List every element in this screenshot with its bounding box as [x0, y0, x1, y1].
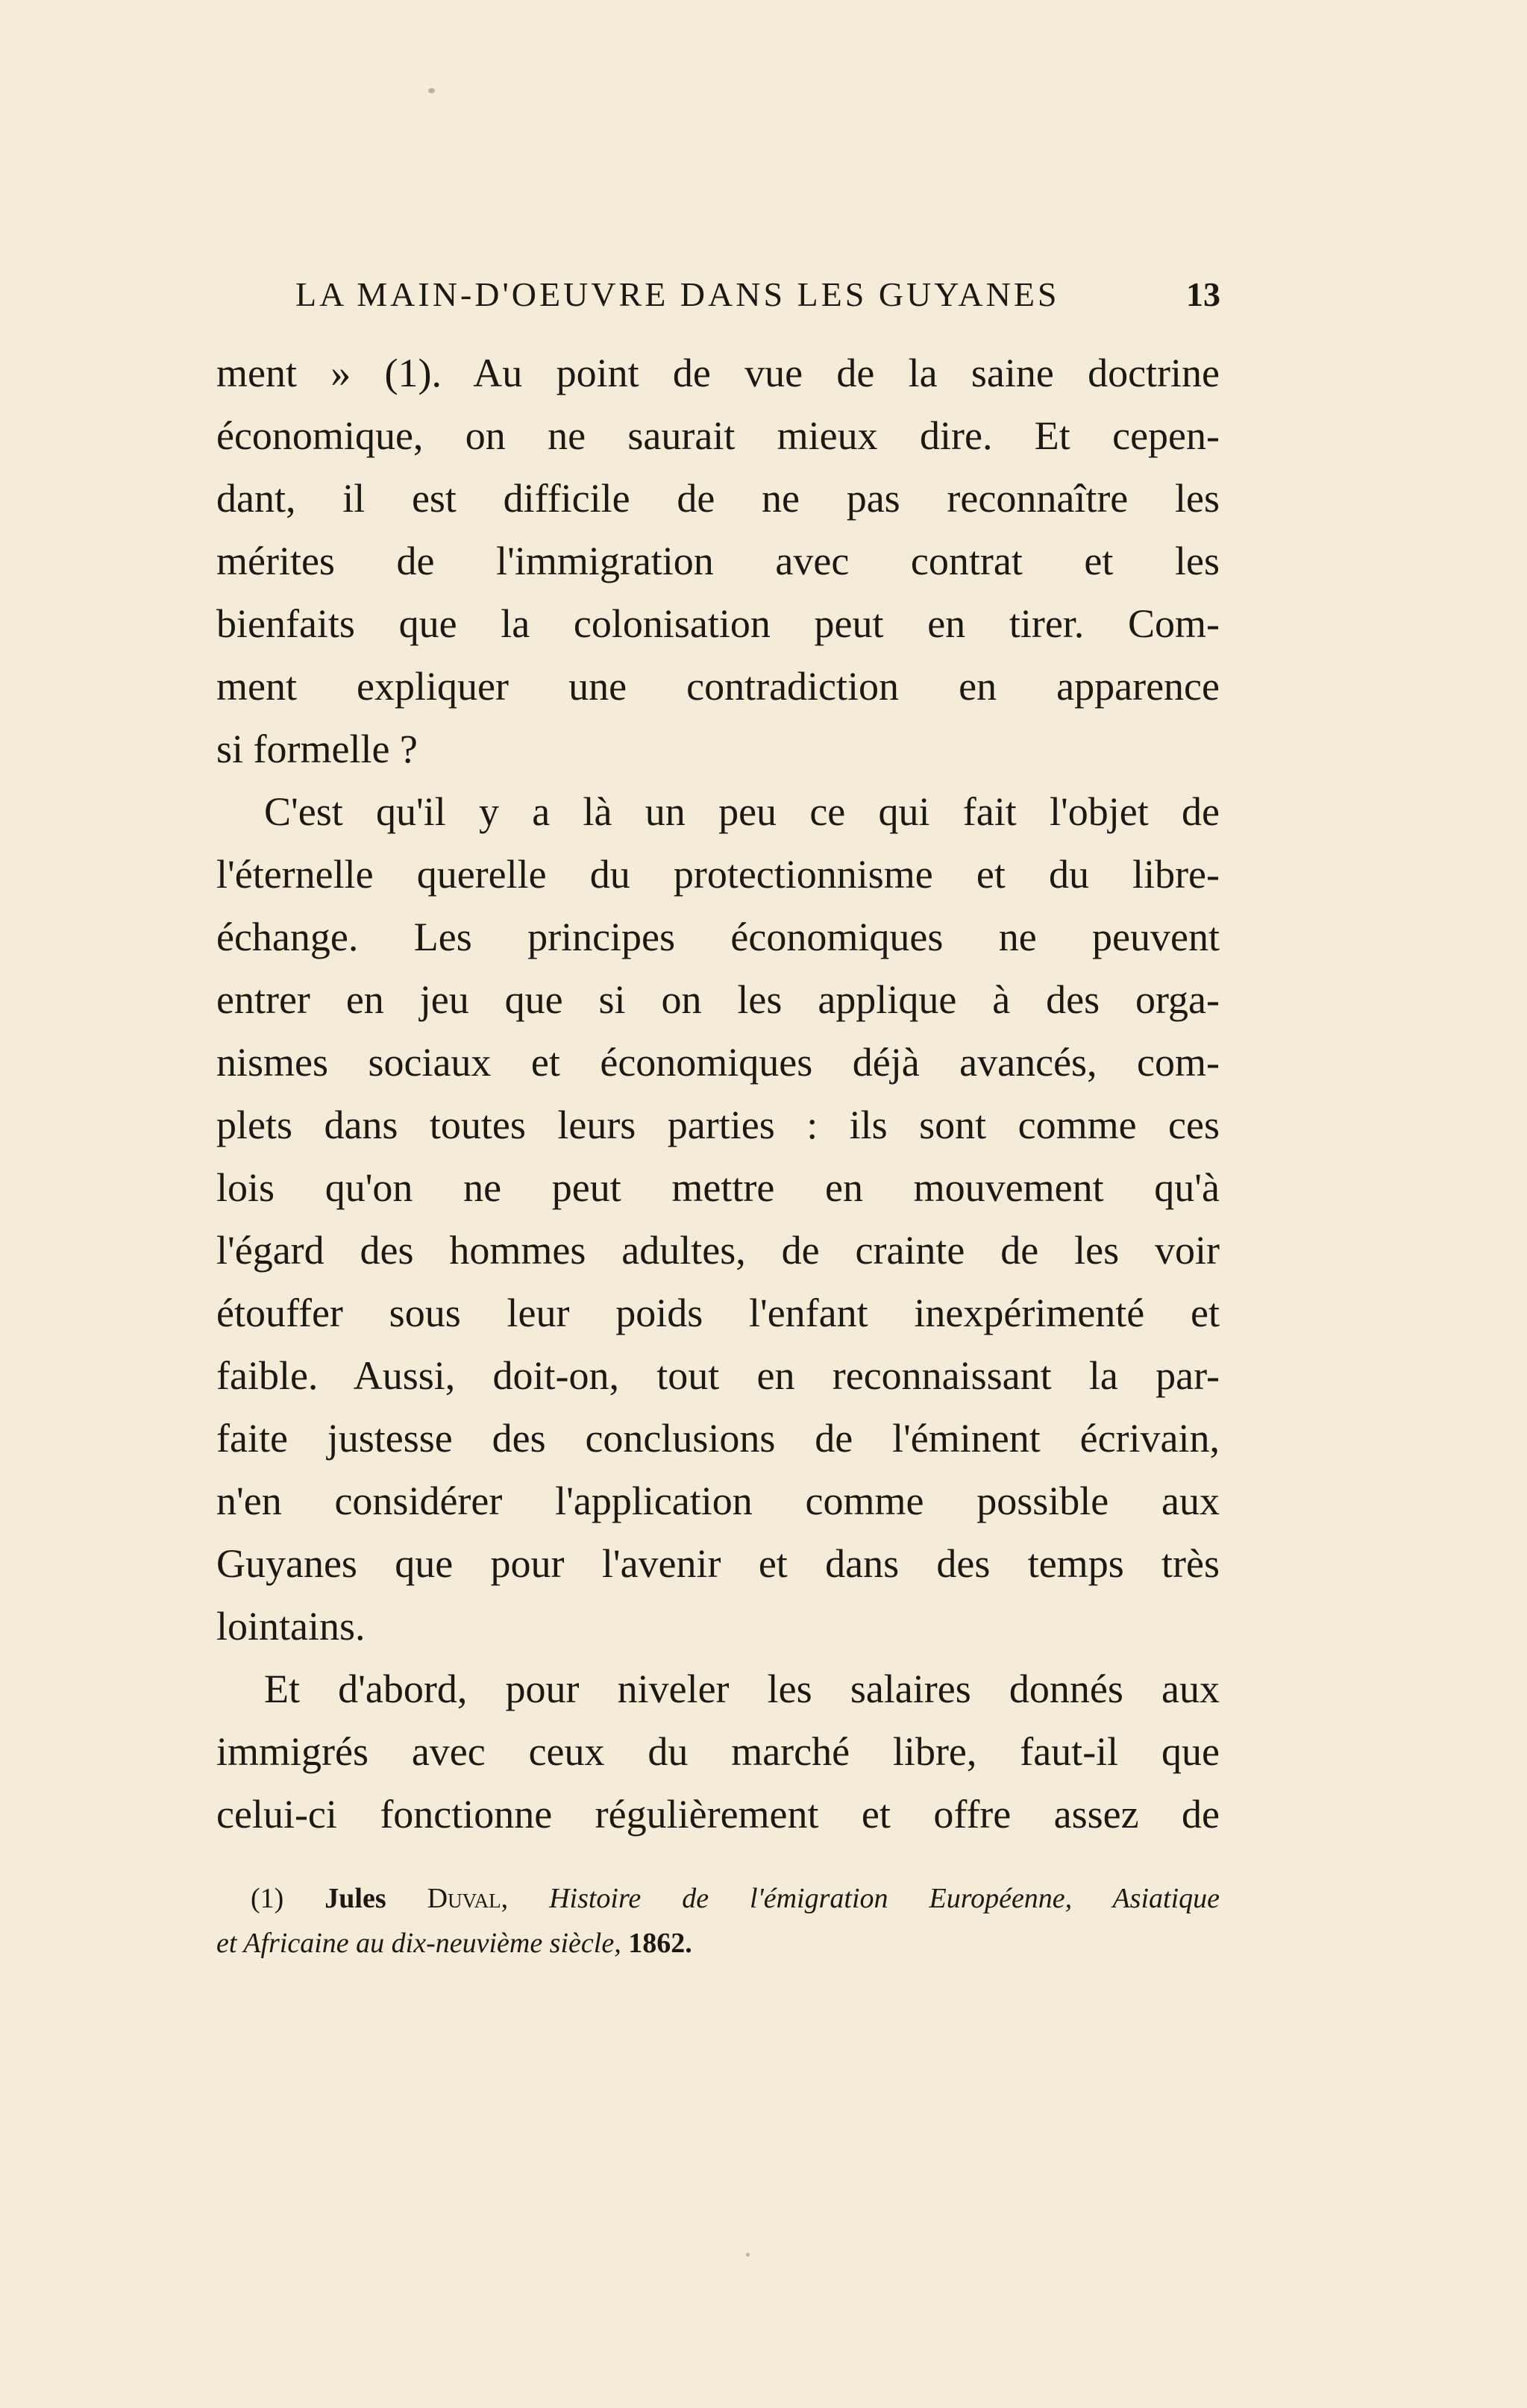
- ink-speck: [746, 2253, 750, 2257]
- footnote-line: [216, 1876, 1220, 1921]
- footnote-line: [216, 1921, 1220, 1966]
- text-line: économique, on ne saurait mieux dire. Et cepen-: [216, 413, 1220, 458]
- footnote-marker: (1): [251, 1883, 284, 1914]
- text-line: lois qu'on ne peut mettre en mouvement qu'à: [216, 1165, 1220, 1210]
- text-line: faite justesse des conclusions de l'éminent écrivain,: [216, 1416, 1220, 1461]
- text-line: faible. Aussi, doit-on, tout en reconnaissant la par-: [216, 1353, 1220, 1398]
- text-line: échange. Les principes économiques ne peuvent: [216, 915, 1220, 959]
- text-line: ment » (1). Au point de vue de la saine doctrine: [216, 351, 1220, 395]
- text-line: plets dans toutes leurs parties : ils sont comme ces: [216, 1103, 1220, 1147]
- text-line: ment expliquer une contradiction en apparence: [216, 664, 1220, 709]
- paragraph-first-line: Et d'abord, pour niveler les salaires donnés aux: [264, 1667, 1220, 1711]
- running-head: [295, 272, 1220, 317]
- footnote-title-cont: et Africaine au dix-neuvième siècle,: [216, 1928, 621, 1959]
- footnote-title: Histoire de l'émigration Européenne, Asiatique: [549, 1883, 1220, 1914]
- text-line: si formelle ?: [216, 727, 418, 771]
- text-line: l'éternelle querelle du protectionnisme et du libre-: [216, 852, 1220, 897]
- text-line: dant, il est difficile de ne pas reconnaître les: [216, 476, 1220, 521]
- text-line: bienfaits que la colonisation peut en tirer. Com-: [216, 601, 1220, 646]
- text-line: mérites de l'immigration avec contrat et les: [216, 539, 1220, 583]
- paragraph-first-line: C'est qu'il y a là un peu ce qui fait l'objet de: [264, 789, 1220, 834]
- footnote-author-last: Duval,: [427, 1883, 509, 1914]
- text-line: l'égard des hommes adultes, de crainte de les voir: [216, 1228, 1220, 1273]
- text-line: nismes sociaux et économiques déjà avancés, com-: [216, 1040, 1220, 1085]
- text-line: n'en considérer l'application comme possible aux: [216, 1479, 1220, 1523]
- ink-speck: [428, 88, 435, 93]
- text-line: celui-ci fonctionne régulièrement et offre assez de: [216, 1792, 1220, 1837]
- text-line: entrer en jeu que si on les applique à des orga-: [216, 977, 1220, 1022]
- running-head-title: LA MAIN-D'OEUVRE DANS LES GUYANES: [295, 275, 1060, 313]
- footnote-author-first: Jules: [324, 1883, 386, 1914]
- text-line: Guyanes que pour l'avenir et dans des temps très: [216, 1541, 1220, 1586]
- page-number: 13: [1186, 275, 1220, 313]
- text-line: étouffer sous leur poids l'enfant inexpérimenté et: [216, 1291, 1220, 1335]
- text-line: immigrés avec ceux du marché libre, faut-il que: [216, 1729, 1220, 1774]
- footnote: [216, 1876, 1220, 1966]
- footnote-year: 1862.: [628, 1928, 692, 1959]
- body-text: [216, 342, 1220, 1846]
- text-line: lointains.: [216, 1604, 366, 1649]
